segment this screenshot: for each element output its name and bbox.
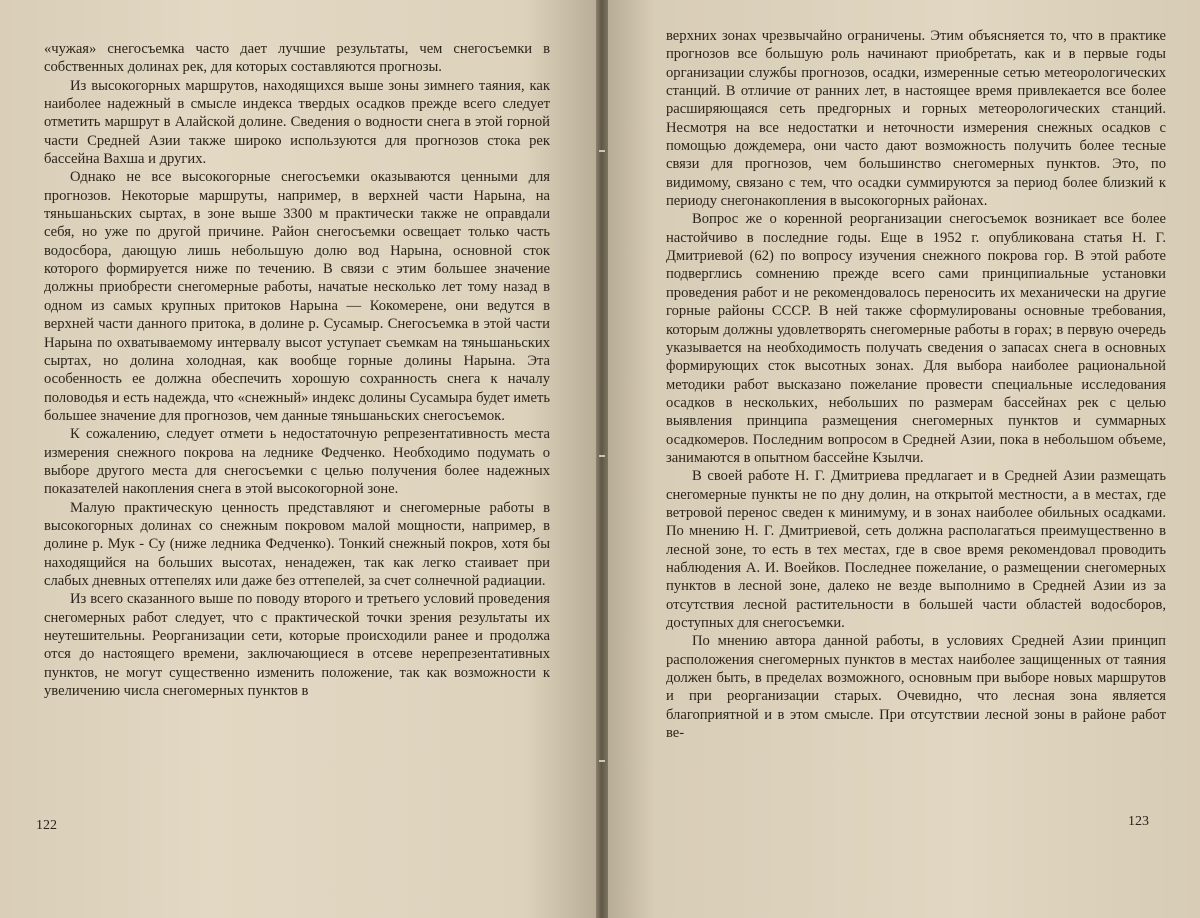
left-page-text xyxy=(44,40,550,700)
left-page xyxy=(0,0,596,918)
paragraph: верхних зонах чрезвычайно ограничены. Этим объясняется то, что в практике прогнозов все большую роль начинают приобретать, как и в первые годы организации службы прогнозов, осадки, измеренные сетью метеорологических станций. В отличие от ранних лет, в настоящее время привлекается все более расширяющаяся сеть предгорных и горных метеорологических станций. Несмотря на все недостатки и неточности измерения снежных осадков с помощью дождемера, они часто дают возможность получить более тесные связи для прогнозов, чем большинство снегомерных пунктов. Это, по видимому, связано с тем, что осадки суммируются за период более близкий к периоду снегонакопления в высокогорных районах. xyxy=(666,28,1166,210)
paragraph: Малую практическую ценность представляют и снегомерные работы в высокогорных долинах со снежным покровом малой мощности, например, в долине р. Мук - Су (ниже ледника Федченко). Тонкий снежный покров, хотя бы находящийся на больших высотах, ненадежен, так как легко стаивает при слабых дневных оттепелях или даже без оттепелей, за счет солнечной радиации. xyxy=(44,499,550,589)
paragraph: «чужая» снегосъемка часто дает лучшие результаты, чем снегосъемки в собственных долинах рек, для которых составляются прогнозы. xyxy=(44,41,550,76)
paragraph: Из высокогорных маршрутов, находящихся выше зоны зимнего таяния, как наиболее надежный в смысле индекса твердых осадков прежде всего следует отметить маршрут в Алайской долине. Сведения о водности снега в этой горной части Средней Азии также широко используются для прогнозов стока рек бассейна Вахша и других. xyxy=(44,77,550,168)
paragraph: Однако не все высокогорные снегосъемки оказываются ценными для прогнозов. Некоторые маршруты, например, в верхней части Нарына, на тяньшаньских сыртах, в зоне выше 3300 м практически также не оправдали себя, но уже по другой причине. Район снегосъемки освещает только часть водосбора, дающую лишь небольшую долю вод Нарына, основной сток которого формируется ниже по течению. В связи с этим большее значение должны приобрести снегомерные работы, начатые несколько лет тому назад в одном из самых крупных притоков Нарына — Кокомерене, они ведутся в верхней части данного притока, в долине р. Сусамыр. Снегосъемка в этой части Нарына по охватываемому интервалу высот уступает съемкам на тяньшаньских сыртах, но долина холодная, как вообще горные долины Нарына. Эта особенность ее должна обеспечить хорошую сохранность снега к началу половодья и есть надежда, что «снежный» индекс долины Сусамыра будет иметь большее значение для прогнозов, чем данные тяньшаньских снегосъемок. xyxy=(44,169,550,424)
binding-stitch xyxy=(599,455,605,457)
paragraph: Из всего сказанного выше по поводу второго и третьего условий проведения снегомерных работ следует, что с практической точки зрения результаты их неутешительны. Реорганизации сети, которые происходили ранее и продолжа отся до настоящего времени, заключающиеся в отсеве нерепрезентативных пунктов, не могут существенно изменить положение, так как возможности к увеличению числа снегомерных пунктов в xyxy=(44,591,550,700)
page-number-left: 122 xyxy=(36,818,57,833)
binding-stitch xyxy=(599,760,605,762)
right-page xyxy=(608,0,1200,918)
paragraph: По мнению автора данной работы, в условиях Средней Азии принцип расположения снегомерных пунктов в местах наиболее защищенных от таяния должен быть, в пределах возможного, основным при выборе новых маршрутов и при реорганизации старых. Очевидно, что лесная зона является благоприятной и в этом смысле. При отсутствии лесной зоны в районе работ ве- xyxy=(666,633,1166,742)
paragraph: К сожалению, следует отмети ь недостаточную репрезентативность места измерения снежного покрова на леднике Федченко. Необходимо подумать о выборе другого места для снегосъемки с целью получения более надежных показателей накопления снега в этой высокогорной зоне. xyxy=(44,426,550,498)
paragraph: Вопрос же о коренной реорганизации снегосъемок возникает все более настойчиво в последние годы. Еще в 1952 г. опубликована статья Н. Г. Дмитриевой (62) по вопросу изучения снежного покрова гор. В этой работе подверглись сомнению прежде всего сами принципиальные установки проведения работ и не рекомендовалось переносить их механически на другие горные районы СССР. В ней также сформулированы основные требования, которым должны удовлетворять снегомерные работы в горах; в первую очередь указывается на необходимость получать сведения о запасах снега в основных формирующих сток высотных зонах. Для выбора наиболее рациональной методики работ высказано пожелание провести специальные исследования осадков в нескольких, небольших по размерам бассейнах рек с целью выявления принципа размещения снегомерных пунктов и суммарных осадкомеров. Последним вопросом в Средней Азии, пока в небольшом объеме, занимаются в опытном бассейне Кзылчи. xyxy=(666,211,1166,466)
paragraph: В своей работе Н. Г. Дмитриева предлагает и в Средней Азии размещать снегомерные пункты не по дну долин, на открытой местности, а в местах, где ветровой перенос сведен к минимуму, и в зонах наиболее обильных осадками. По мнению Н. Г. Дмитриевой, сеть должна располагаться преимущественно в лесной зоне, то есть в тех местах, где в свое время рекомендовал проводить наблюдения А. И. Воейков. Последнее пожелание, о размещении снегомерных пунктов в лесной зоне, далеко не везде выполнимо в Средней Азии из за отсутствия лесной растительности в большей части областей водосборов, доступных для снегосъемки. xyxy=(666,468,1166,631)
right-page-text xyxy=(666,27,1166,742)
book-gutter xyxy=(596,0,608,918)
binding-stitch xyxy=(599,150,605,152)
page-number-right: 123 xyxy=(1128,814,1149,829)
